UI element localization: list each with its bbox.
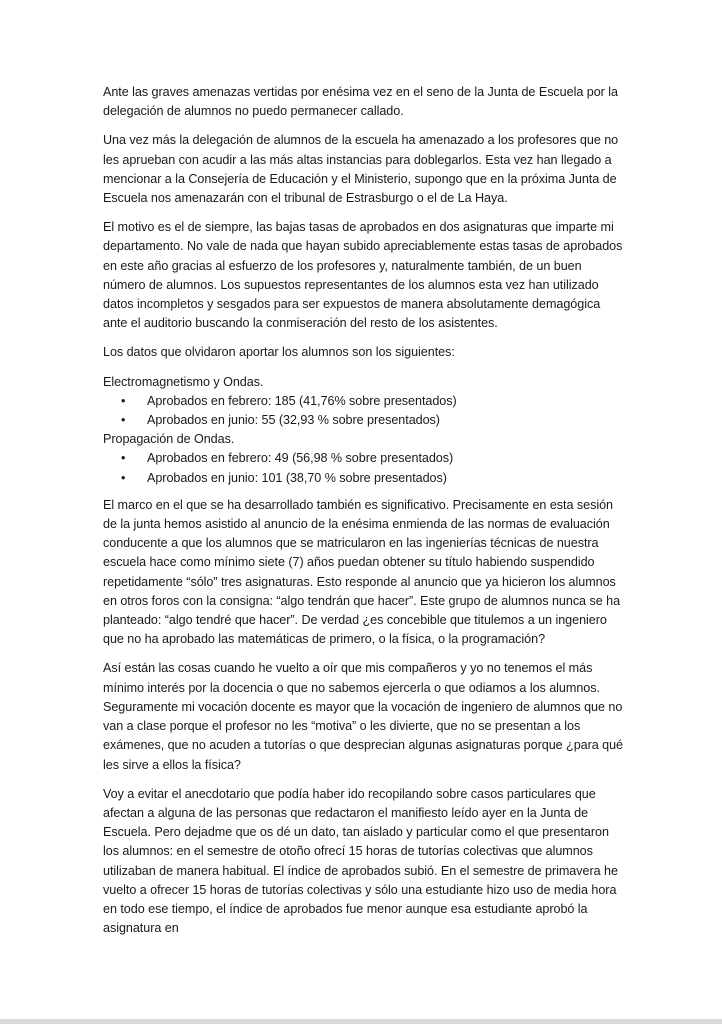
list-item: [103, 469, 623, 488]
viewer-bottom-border: [0, 1019, 722, 1024]
bullet-icon: •: [121, 451, 126, 466]
subject-name: Electromagnetismo y Ondas.: [103, 374, 264, 389]
paragraph: Así están las cosas cuando he vuelto a oír que mis compañeros y yo no tenemos el más mínimo interés por la docencia o que no sabemos ejercerla o que odiamos a los alumnos. Seguramente mi vocación docente es mayor que la vocación de ingeniero de alumnos que no van a clase porque el profesor no les “motiva” o les divierte, que no se presentan a los exámenes, que no acuden a tutorías o que desprecian algunas asignaturas porque ¿para qué les sirve a ellos la física?: [103, 661, 624, 772]
subject-block-electromagnetismo: [103, 373, 623, 431]
list-item-text: Aprobados en junio: 101 (38,70 % sobre presentados): [147, 470, 447, 485]
spacer: [103, 488, 623, 496]
paragraph: El marco en el que se ha desarrollado también es significativo. Precisamente en esta sesión de la junta hemos asistido al anuncio de la enésima enmienda de las normas de evaluación conducente a que los alumnos que se matricularon en las ingenierías técnicas de nuestra escuela hace como mínimo siete (7) años puedan obtener su título habiendo suspendido repetidamente “sólo” tres asignaturas. Esto responde al anuncio que ya hicieron los alumnos en otros foros con la consigna: “algo tendrán que hacer”. Este grupo de alumnos nunca se ha planteado: “algo tendré que hacer”. De verdad ¿es concebible que titulemos a un ingeniero que no ha aprobado las matemáticas de primero, o la física, o la programación?: [103, 497, 621, 647]
list-item: [103, 392, 623, 411]
list-item-text: Aprobados en febrero: 185 (41,76% sobre presentados): [147, 393, 457, 408]
document-body: [103, 83, 623, 948]
subject-block-propagacion: [103, 430, 623, 488]
list-item: [103, 449, 623, 468]
paragraph: Una vez más la delegación de alumnos de la escuela ha amenazado a los profesores que no les aprueban con acudir a las más altas instancias para doblegarlos. Esta vez han llegado a mencionar a la Consejería de Educación y el Ministerio, supongo que en la próxima Junta de Escuela nos amenazarán con el tribunal de Estrasburgo o el de La Haya.: [103, 133, 619, 206]
list-item-text: Aprobados en febrero: 49 (56,98 % sobre presentados): [147, 451, 454, 466]
list-item: [103, 411, 623, 430]
bullet-icon: •: [121, 393, 126, 408]
paragraph: El motivo es el de siempre, las bajas tasas de aprobados en dos asignaturas que imparte mi departamento. No vale de nada que hayan subido apreciablemente estas tasas de aprobados en este año gracias al esfuerzo de los profesores y, naturalmente también, de un buen número de alumnos. Los supuestos representantes de los alumnos esta vez han utilizado datos incompletos y sesgados para ser expuestos de manera absolutamente demagógica ante el auditorio buscando la conmiseración del resto de los asistentes.: [103, 220, 623, 331]
bullet-icon: •: [121, 413, 126, 428]
bullet-list: [103, 392, 623, 430]
paragraph: Los datos que olvidaron aportar los alumnos son los siguientes:: [103, 345, 455, 360]
list-item-text: Aprobados en junio: 55 (32,93 % sobre presentados): [147, 413, 440, 428]
paragraph: Ante las graves amenazas vertidas por enésima vez en el seno de la Junta de Escuela por la delegación de alumnos no puedo permanecer callado.: [103, 85, 618, 119]
bullet-icon: •: [121, 470, 126, 485]
paragraph: Voy a evitar el anecdotario que podía haber ido recopilando sobre casos particulares que afectan a alguna de las personas que redactaron el manifiesto leído ayer en la Junta de Escuela. Pero dejadme que os dé un dato, tan aislado y particular como el que presentaron los alumnos: en el semestre de otoño ofrecí 15 horas de tutorías colectivas que alumnos utilizaban de manera habitual. El índice de aprobados subió. En el semestre de primavera he vuelto a ofrecer 15 horas de tutorías colectivas y sólo una estudiante hizo uso de media hora en todo ese tiempo, el índice de aprobados fue menor aunque esa estudiante aprobó la asignatura en: [103, 786, 618, 936]
bullet-list: [103, 449, 623, 487]
subject-name: Propagación de Ondas.: [103, 432, 235, 447]
